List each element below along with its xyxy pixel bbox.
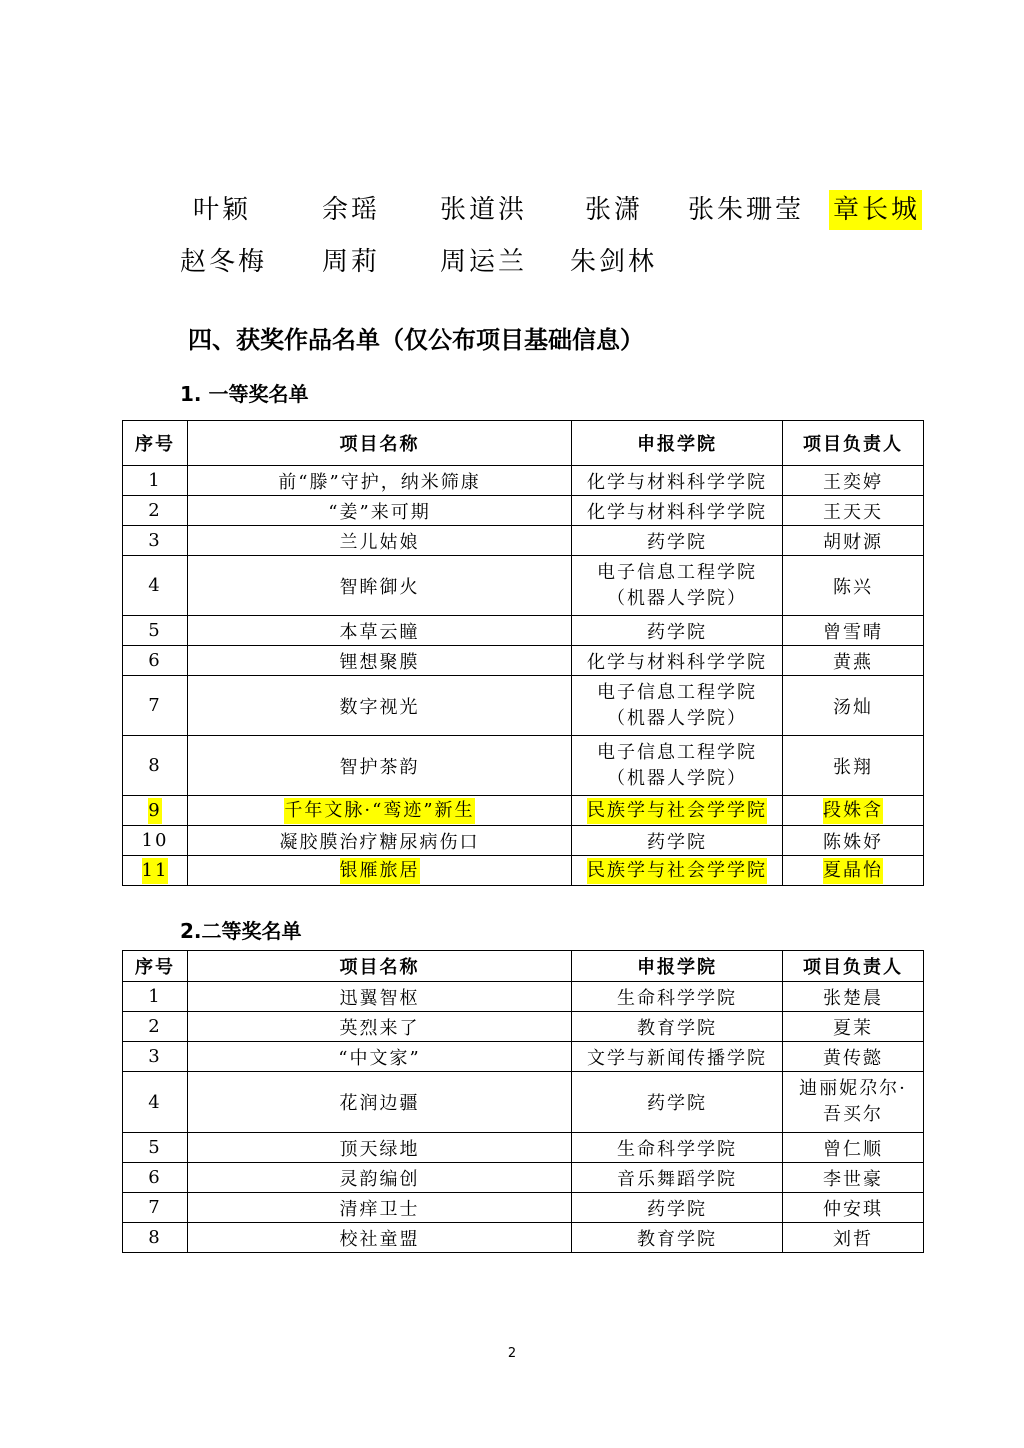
college: 药学院 <box>572 616 783 646</box>
project-name <box>188 856 572 886</box>
project-name: 兰儿姑娘 <box>188 526 572 556</box>
table-row-highlighted <box>123 796 924 826</box>
row-number <box>123 856 188 886</box>
second-prize-heading: 2.二等奖名单 <box>180 919 302 943</box>
committee-name: 赵冬梅 <box>180 247 268 277</box>
row-number: 10 <box>123 826 188 856</box>
college: 化学与材料科学学院 <box>572 646 783 676</box>
college <box>572 676 783 736</box>
row-number: 5 <box>123 1133 188 1163</box>
college: 药学院 <box>572 1072 783 1133</box>
table-row <box>123 496 924 526</box>
table-header-row <box>123 421 924 466</box>
table-row <box>123 1223 924 1253</box>
project-leader-line: 吾买尔 <box>823 1104 883 1125</box>
college <box>572 856 783 886</box>
project-leader: 张楚晨 <box>783 982 924 1012</box>
table-row <box>123 616 924 646</box>
college <box>572 556 783 616</box>
project-leader <box>783 1072 924 1133</box>
college: 音乐舞蹈学院 <box>572 1163 783 1193</box>
project-name: 凝胶膜治疗糖尿病伤口 <box>188 826 572 856</box>
project-leader: 仲安琪 <box>783 1193 924 1223</box>
project-name: 本草云瞳 <box>188 616 572 646</box>
project-name: 清痒卫士 <box>188 1193 572 1223</box>
committee-name: 叶颖 <box>193 195 252 225</box>
row-number: 2 <box>123 1012 188 1042</box>
row-number: 1 <box>123 466 188 496</box>
table-row <box>123 646 924 676</box>
names-row-1 <box>0 186 1024 234</box>
row-number: 6 <box>123 646 188 676</box>
row-number: 2 <box>123 496 188 526</box>
column-header: 序号 <box>123 421 188 466</box>
section-heading: 四、获奖作品名单（仅公布项目基础信息） <box>188 326 644 354</box>
column-header: 项目名称 <box>188 421 572 466</box>
names-row-2 <box>0 238 1024 286</box>
row-number: 3 <box>123 526 188 556</box>
project-leader-text: 夏晶怡 <box>823 858 883 884</box>
table-row <box>123 1012 924 1042</box>
project-leader-text: 段姝含 <box>823 798 883 824</box>
project-name: 智护茶韵 <box>188 736 572 796</box>
row-number: 4 <box>123 556 188 616</box>
table-row <box>123 526 924 556</box>
project-name: 灵韵编创 <box>188 1163 572 1193</box>
project-leader: 王奕婷 <box>783 466 924 496</box>
project-leader <box>783 796 924 826</box>
row-number: 8 <box>123 736 188 796</box>
project-leader: 曾雪晴 <box>783 616 924 646</box>
column-header: 申报学院 <box>572 421 783 466</box>
column-header: 序号 <box>123 951 188 982</box>
project-name: 顶天绿地 <box>188 1133 572 1163</box>
table-header-row <box>123 951 924 982</box>
row-number-text: 11 <box>142 858 169 884</box>
college-text: 民族学与社会学学院 <box>587 858 767 884</box>
college-line: 电子信息工程学院 <box>597 681 757 703</box>
committee-name: 张道洪 <box>440 195 528 225</box>
column-header: 项目负责人 <box>783 421 924 466</box>
committee-name: 张朱珊莹 <box>688 195 805 225</box>
table-row <box>123 1163 924 1193</box>
second-prize-table <box>122 950 924 1253</box>
table-row <box>123 982 924 1012</box>
table-row <box>123 676 924 736</box>
committee-name: 朱剑林 <box>570 247 658 277</box>
table-row <box>123 826 924 856</box>
college: 教育学院 <box>572 1012 783 1042</box>
row-number: 3 <box>123 1042 188 1072</box>
project-name-text: 千年文脉·“鸾迹”新生 <box>284 798 474 824</box>
committee-name-highlighted: 章长城 <box>829 190 922 230</box>
project-leader: 胡财源 <box>783 526 924 556</box>
project-name: “姜”来可期 <box>188 496 572 526</box>
project-leader: 张翔 <box>783 736 924 796</box>
project-leader: 李世豪 <box>783 1163 924 1193</box>
project-name: 校社童盟 <box>188 1223 572 1253</box>
project-leader: 曾仁顺 <box>783 1133 924 1163</box>
project-leader: 夏茉 <box>783 1012 924 1042</box>
project-name: 智眸御火 <box>188 556 572 616</box>
table-row <box>123 556 924 616</box>
committee-name: 周莉 <box>322 247 381 277</box>
committee-name: 张潇 <box>585 195 644 225</box>
college: 教育学院 <box>572 1223 783 1253</box>
row-number: 7 <box>123 676 188 736</box>
row-number: 4 <box>123 1072 188 1133</box>
project-leader: 陈姝妤 <box>783 826 924 856</box>
table-row <box>123 1042 924 1072</box>
column-header: 申报学院 <box>572 951 783 982</box>
project-leader-line: 迪丽妮尕尔· <box>799 1078 907 1099</box>
project-name-text: 银雁旅居 <box>340 858 420 884</box>
college <box>572 736 783 796</box>
project-name: 英烈来了 <box>188 1012 572 1042</box>
row-number-text: 9 <box>148 798 161 824</box>
committee-name: 周运兰 <box>440 247 528 277</box>
project-name: 花润边疆 <box>188 1072 572 1133</box>
college: 文学与新闻传播学院 <box>572 1042 783 1072</box>
table-row <box>123 466 924 496</box>
project-leader <box>783 856 924 886</box>
college: 生命科学学院 <box>572 1133 783 1163</box>
college: 生命科学学院 <box>572 982 783 1012</box>
table-row <box>123 1193 924 1223</box>
column-header: 项目负责人 <box>783 951 924 982</box>
college: 药学院 <box>572 526 783 556</box>
project-leader: 黄传懿 <box>783 1042 924 1072</box>
page-number: 2 <box>507 1346 517 1361</box>
row-number: 5 <box>123 616 188 646</box>
row-number: 8 <box>123 1223 188 1253</box>
college: 药学院 <box>572 826 783 856</box>
college <box>572 796 783 826</box>
project-leader: 黄燕 <box>783 646 924 676</box>
row-number <box>123 796 188 826</box>
project-name: 数字视光 <box>188 676 572 736</box>
project-name: 迅翼智枢 <box>188 982 572 1012</box>
project-leader: 陈兴 <box>783 556 924 616</box>
row-number: 6 <box>123 1163 188 1193</box>
college: 化学与材料科学学院 <box>572 496 783 526</box>
college: 药学院 <box>572 1193 783 1223</box>
table-row-highlighted <box>123 856 924 886</box>
project-name: 锂想聚膜 <box>188 646 572 676</box>
college-line: （机器人学院） <box>607 587 747 609</box>
college-line: （机器人学院） <box>607 707 747 729</box>
college-line: 电子信息工程学院 <box>597 741 757 763</box>
table-row <box>123 1072 924 1133</box>
row-number: 1 <box>123 982 188 1012</box>
college: 化学与材料科学学院 <box>572 466 783 496</box>
project-leader: 汤灿 <box>783 676 924 736</box>
project-leader: 刘哲 <box>783 1223 924 1253</box>
project-name <box>188 796 572 826</box>
project-leader: 王天天 <box>783 496 924 526</box>
table-row <box>123 1133 924 1163</box>
table-row <box>123 736 924 796</box>
project-name: 前“滕”守护，纳米筛康 <box>188 466 572 496</box>
college-line: （机器人学院） <box>607 767 747 789</box>
college-text: 民族学与社会学学院 <box>587 798 767 824</box>
committee-name: 余瑶 <box>322 195 381 225</box>
first-prize-table <box>122 420 924 886</box>
college-line: 电子信息工程学院 <box>597 561 757 583</box>
column-header: 项目名称 <box>188 951 572 982</box>
project-name: “中文家” <box>188 1042 572 1072</box>
row-number: 7 <box>123 1193 188 1223</box>
first-prize-heading: 1. 一等奖名单 <box>180 382 309 406</box>
